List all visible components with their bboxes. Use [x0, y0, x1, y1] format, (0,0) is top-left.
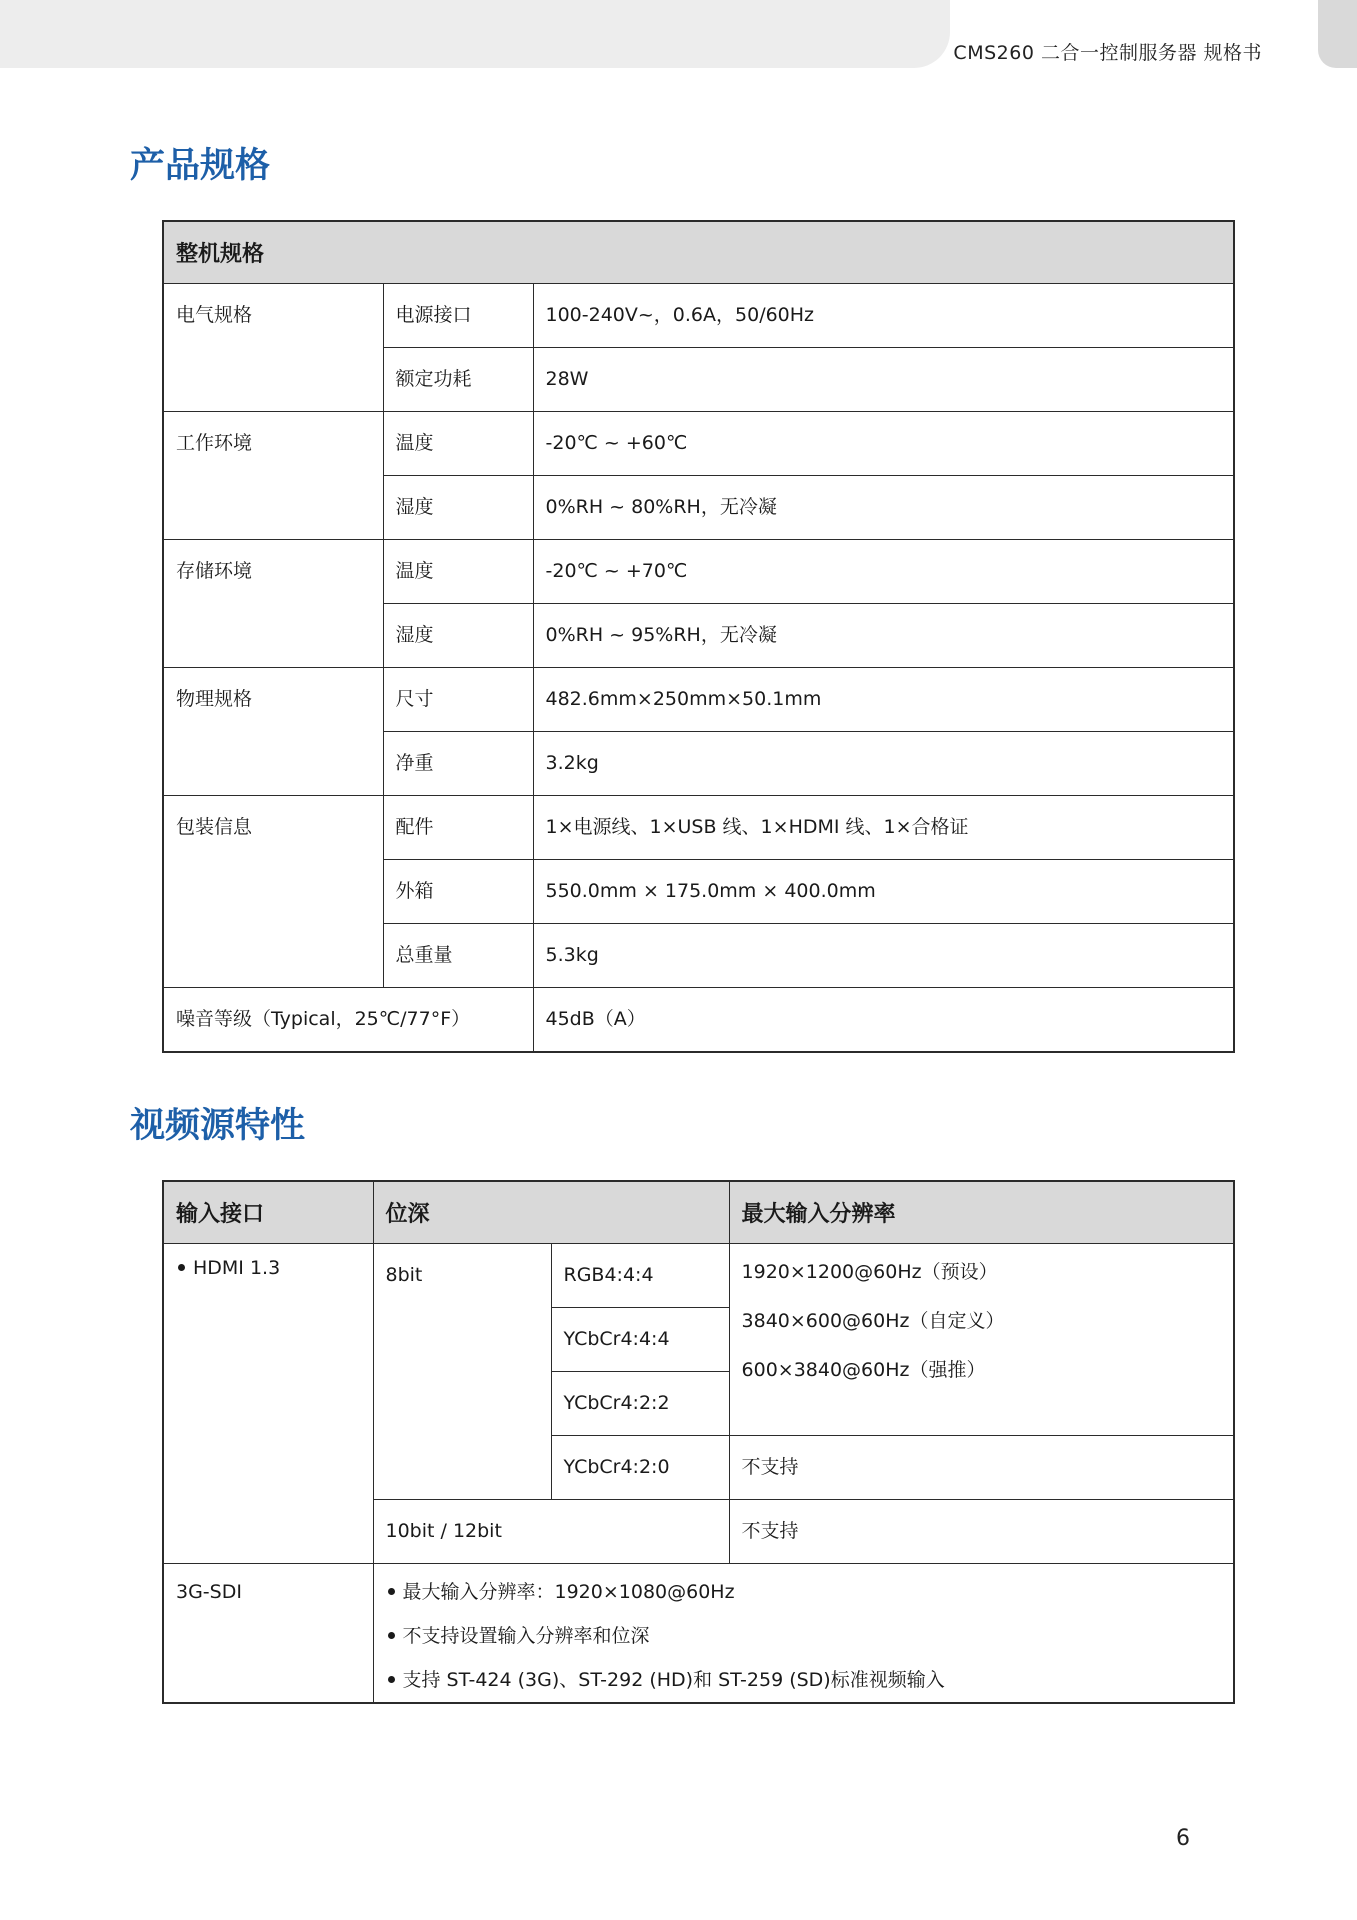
header-resolution: 最大输入分辨率	[729, 1181, 1234, 1244]
section-title-video-source: 视频源特性	[130, 1106, 306, 1146]
bullet-icon	[388, 1676, 395, 1683]
spec-value: -20℃ ~ +70℃	[533, 540, 1234, 604]
resolution-list	[729, 1244, 1234, 1436]
spec-value: 28W	[533, 348, 1234, 412]
spec-value: 482.6mm×250mm×50.1mm	[533, 668, 1234, 732]
sdi-note-item	[386, 1614, 1222, 1658]
spec-item: 温度	[383, 540, 533, 604]
spec-item: 湿度	[383, 476, 533, 540]
spec-item: 温度	[383, 412, 533, 476]
sdi-note-text: 不支持设置输入分辨率和位深	[402, 1625, 650, 1647]
bullet-icon	[388, 1588, 395, 1595]
header-tab	[1318, 0, 1357, 68]
spec-value: 0%RH ~ 95%RH，无冷凝	[533, 604, 1234, 668]
spec-item: 尺寸	[383, 668, 533, 732]
spec-value: 550.0mm × 175.0mm × 400.0mm	[533, 860, 1234, 924]
depth-high-support: 不支持	[729, 1500, 1234, 1564]
header-interface: 输入接口	[163, 1181, 373, 1244]
format-cell: YCbCr4:4:4	[551, 1308, 729, 1372]
spec-table-heading: 整机规格	[163, 221, 1234, 284]
bullet-icon	[178, 1264, 185, 1271]
group-label: 电气规格	[163, 284, 383, 412]
sdi-note-text: 最大输入分辨率：1920×1080@60Hz	[402, 1581, 735, 1603]
spec-value: 0%RH ~ 80%RH，无冷凝	[533, 476, 1234, 540]
format-cell: RGB4:4:4	[551, 1244, 729, 1308]
format-cell: YCbCr4:2:2	[551, 1372, 729, 1436]
spec-table	[162, 220, 1235, 1053]
spec-item: 湿度	[383, 604, 533, 668]
spec-item: 电源接口	[383, 284, 533, 348]
noise-label: 噪音等级（Typical，25℃/77°F）	[163, 988, 533, 1053]
spec-item: 总重量	[383, 924, 533, 988]
depth-high: 10bit / 12bit	[373, 1500, 729, 1564]
spec-item: 净重	[383, 732, 533, 796]
spec-item: 外箱	[383, 860, 533, 924]
bullet-icon	[388, 1632, 395, 1639]
resolution-item: 600×3840@60Hz（强推）	[741, 1359, 986, 1381]
spec-value: 1×电源线、1×USB 线、1×HDMI 线、1×合格证	[533, 796, 1234, 860]
spec-value: 5.3kg	[533, 924, 1234, 988]
noise-value: 45dB（A）	[533, 988, 1234, 1053]
document-title: CMS260 二合一控制服务器 规格书	[953, 42, 1262, 64]
sdi-notes	[373, 1564, 1234, 1704]
sdi-note-text: 支持 ST-424 (3G)、ST-292 (HD)和 ST-259 (SD)标准视频输入	[402, 1669, 945, 1691]
group-label: 包装信息	[163, 796, 383, 988]
spec-item: 配件	[383, 796, 533, 860]
hdmi-interface: HDMI 1.3	[193, 1257, 281, 1279]
group-label: 物理规格	[163, 668, 383, 796]
header-depth: 位深	[373, 1181, 729, 1244]
resolution-item: 3840×600@60Hz（自定义）	[741, 1310, 1005, 1332]
sdi-note-item	[386, 1658, 1222, 1702]
header-band	[0, 0, 950, 68]
format-cell: YCbCr4:2:0	[551, 1436, 729, 1500]
sdi-note-item	[386, 1570, 1222, 1614]
sdi-interface: 3G-SDI	[163, 1564, 373, 1704]
hdmi-interface-cell	[163, 1244, 373, 1564]
group-label: 存储环境	[163, 540, 383, 668]
ycbcr420-support: 不支持	[729, 1436, 1234, 1500]
spec-value: 100-240V~，0.6A，50/60Hz	[533, 284, 1234, 348]
section-title-product-spec: 产品规格	[130, 146, 271, 186]
spec-item: 额定功耗	[383, 348, 533, 412]
spec-value: 3.2kg	[533, 732, 1234, 796]
depth-8bit: 8bit	[373, 1244, 551, 1500]
resolution-item: 1920×1200@60Hz（预设）	[741, 1261, 998, 1283]
page-number: 6	[1176, 1826, 1190, 1851]
group-label: 工作环境	[163, 412, 383, 540]
video-table	[162, 1180, 1235, 1704]
spec-value: -20℃ ~ +60℃	[533, 412, 1234, 476]
